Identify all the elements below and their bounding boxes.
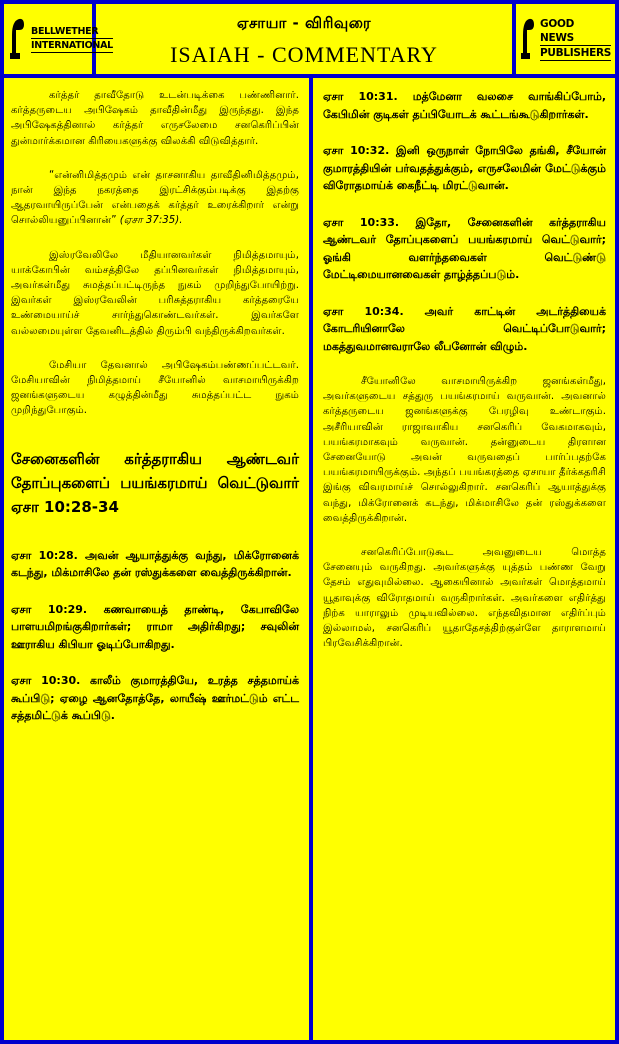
quote-reference: (ஏசா 37:35). bbox=[119, 215, 183, 227]
page-header-title bbox=[96, 8, 512, 68]
quote-paragraph bbox=[11, 168, 299, 229]
verse-10-34: ஏசா 10:34. அவர் காட்டின் அடர்த்தியைக் கோடரியினாலே வெட்டிப்போடுவார்; மகத்துவமானவராலே லீபனோன் விழும். bbox=[323, 304, 606, 353]
ram-horn-icon bbox=[10, 17, 26, 61]
verse-10-32: ஏசா 10:32. இனி ஒருநாள் நோபிலே தங்கி, சீயோன் குமாரத்தியின் பர்வதத்துக்கும், எருசலேமின் மேட்டுக்கும் விரோதமாய்க் கைநீட்டி மிரட்டுவான். bbox=[323, 144, 606, 192]
logo-left-line1: BELLWETHER bbox=[31, 25, 113, 39]
paragraph: கர்த்தர் தாவீதோடு உடன்படிக்கை பண்ணினார். கர்த்தருடைய அபிஷேகம் தாவீதின்மீது இருந்தது. இந்த அபிஷேகத்தினால் கர்த்தர் எருசலேமை சனகெரிப்பின் துன்மார்க்கமான கிரியைகளுக்கு விலக்கி விடுவித்தார். bbox=[11, 90, 299, 147]
paragraph: மேசியா தேவனால் அபிஷேகம்பண்ணப்பட்டவர். மேசியாவின் நிமித்தமாய் சீயோனில் வாசமாயிருக்கிற ஜனங்களுடைய கழுத்தின்மீது சுமத்தப்பட்ட நுகம் முறிந்துபோகும். bbox=[11, 359, 299, 417]
quote-text: “என்னிமித்தமும் என் தாசனாகிய தாவீதினிமித்தமும், நான் இந்த நகரத்தை இரட்சிக்கும்படிக்கு இதற்கு ஆதரவாயிருப்பேன் என்பதைக் கர்த்தர் உரைக்கிறார் என்று சொல்லியனுப்பினான்” bbox=[11, 169, 299, 227]
verse-10-33: ஏசா 10:33. இதோ, சேனைகளின் கர்த்தராகிய ஆண்டவர் தோப்புகளைப் பயங்கரமாய் வெட்டுவார்; ஓங்கி வளர்ந்தவைகள் வெட்டுண்டு மேட்டிமையானவைகள் தாழ்த்தப்படும். bbox=[323, 215, 606, 281]
verse-10-31: ஏசா 10:31. மத்மேனா வலசை வாங்கிப்போம், கேபிமின் குடிகள் தப்பியோடக் கூட்டங்கூடுகிறார்கள். bbox=[323, 90, 606, 121]
verse-10-28: ஏசா 10:28. அவன் ஆயாத்துக்கு வந்து, மிக்ரோனைக் கடந்து, மிக்மாசிலே தன் ரஸ்துக்களை வைத்திருக்கிறான். bbox=[11, 548, 299, 580]
verse-10-30: ஏசா 10:30. காலீம் குமாரத்தியே, உரத்த சத்தமாய்க் கூப்பிடு; ஏழை ஆனதோத்தே, லாயீஷ் ஊர்மட்டும் எட்ட சத்தமிட்டுக் கூப்பிடு. bbox=[11, 674, 299, 723]
left-column bbox=[11, 88, 299, 744]
logo-right-line1: GOOD NEWS bbox=[540, 17, 611, 46]
paragraph: சீயோனிலே வாசமாயிருக்கிற ஜனங்கள்மீது, அவர்களுடைய சத்துரு பயங்கரமாய் வருவான். அவனால் கர்த்தருடைய ஜனங்களுக்கு பேரழிவு உண்டாகும். அசீரியாவின் ராஜாவாகிய சனகெரிப் வேகமாகவும், பயங்கரமாகவும் வருவான். தன்னுடைய திரளான சேனையோடு அவன் வருவதைப் பார்ப்பதற்கே பயங்கரமாயிருக்கும். அந்தப் பயங்கரத்தை ஏசாயா தீர்க்கதரிசி இங்கு விவரமாய்ச் சொல்லுகிறார். சனகெரிப் ஆயாத்துக்கு வந்து, மிக்ரோனைக் கடந்து, மிக்மாசிலே தன் ரஸ்துக்களை வைத்திருக்கிறான். bbox=[323, 376, 606, 524]
bellwether-logo bbox=[10, 8, 113, 70]
ram-horn-icon bbox=[521, 17, 535, 61]
right-column bbox=[323, 88, 606, 670]
title-english: ISAIAH - COMMENTARY bbox=[170, 42, 438, 67]
header-right-divider bbox=[512, 0, 516, 78]
verse-10-29: ஏசா 10:29. கணவாயைத் தாண்டி, கேபாவிலே பாளயமிறங்குகிறார்கள்; ராமா அதிர்கிறது; சவுலின் ஊராகிய கிபியா ஓடிப்போகிறது. bbox=[11, 602, 299, 651]
good-news-logo bbox=[521, 8, 609, 70]
logo-left-line2: INTERNATIONAL bbox=[31, 40, 113, 51]
logo-right-line2: PUBLISHERS bbox=[540, 47, 611, 59]
paragraph: சனகெரிப்போடுகூட அவனுடைய மொத்த சேனையும் வருகிறது. அவர்களுக்கு யுத்தம் பண்ண வேறு தேசம் எதுவுமில்லை. ஆகையினால் அவர்கள் மொத்தமாய் யூதாவுக்கு விரோதமாய் வருகிறார்கள். அவர்களை எதிர்த்து நிற்க யாராலும் முடியவில்லை. எந்தவிதமான எதிர்ப்பும் இல்லாமல், சனகெரிப் யூதாதேசத்திற்குள்ளே தாராளமாய் பிரவேசிக்கிறான். bbox=[323, 547, 606, 650]
title-tamil: ஏசாயா - விரிவுரை bbox=[236, 14, 372, 32]
column-divider bbox=[309, 74, 313, 1044]
section-heading: சேனைகளின் கர்த்தராகிய ஆண்டவர் தோப்புகளைப் பயங்கரமாய் வெட்டுவார் ஏசா 10:28-34 bbox=[11, 449, 299, 516]
paragraph: இஸ்ரவேலிலே மீதியானவர்கள் நிமித்தமாயும், யாக்கோபின் வம்சத்திலே தப்பினவர்கள் நிமித்தமாயும், அவர்கள்மீது சுமத்தப்பட்டிருந்த நுகம் முறிந்துபோயிற்று. இவர்கள் இஸ்ரவேலின் பரிசுத்தராகிய கர்த்தரையே உண்மையாய்ச் சார்ந்துகொண்டவர்கள். இவர்களே வல்லமையுள்ள தேவனிடத்தில் திரும்பி வந்திருக்கிறவர்கள். bbox=[11, 249, 299, 337]
